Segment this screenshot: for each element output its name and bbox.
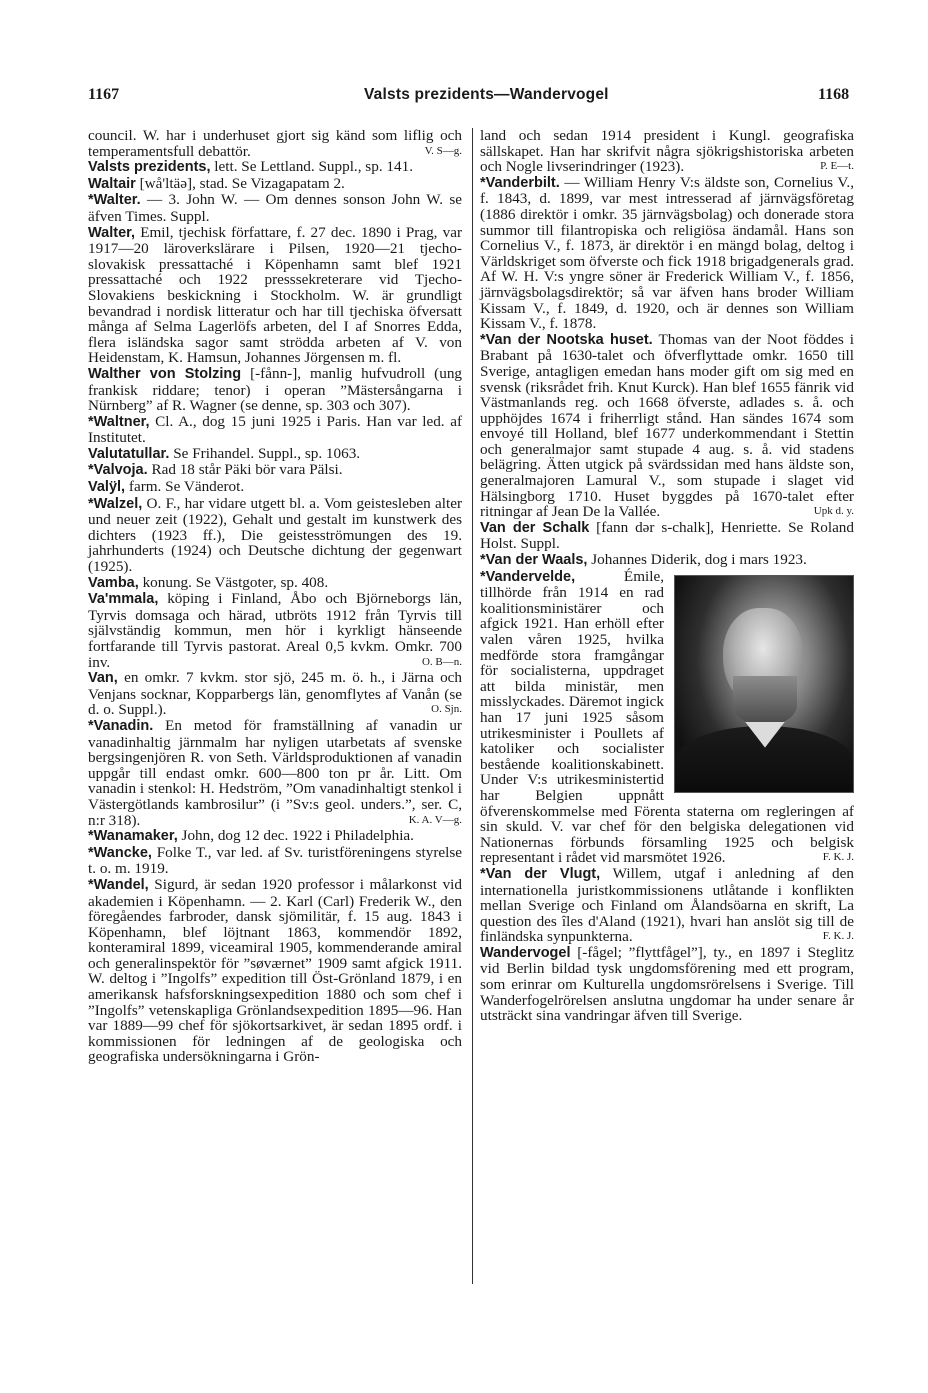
entry-headword: Waltair <box>88 175 136 192</box>
entry-text: En metod för framställning af vanadin ur vanadinhaltig järnmalm har nyligen utarbetats af svenske bergsingenjören R. von Seth. Världsproduktionen af vanadin uppgår till endast omkr. 600—800 ton pr år. Litt. Om vanadin i stenkol: H. Hedström, ”Om vanadinhaltigt stenkol i Västergötlands kambrosilur” (i ”Sv:s geol. unders.”, ser. C, n:r 318). <box>88 716 462 829</box>
entry-text: — 3. John W. — Om dennes sonson John W. se äfven Times. Suppl. <box>88 191 463 225</box>
entry <box>88 366 462 414</box>
entry-headword: *Vandervelde, <box>480 568 576 585</box>
entry <box>88 462 462 479</box>
entry <box>480 520 854 552</box>
entry-headword: *Wanamaker, <box>88 828 178 845</box>
entry <box>88 192 462 224</box>
column-divider <box>472 128 473 1284</box>
entry-signature: Upk d. y. <box>813 505 854 518</box>
entry-text: Emil, tjechisk författare, f. 27 dec. 1890 i Prag, var 1917—20 läroverkslärare i Pilsen, 1920—21 tjecho-slovakisk pressattaché i Köpenhamn samt blef 1921 pressattaché och 1922 presssekreterare vid Tjecho-Slovakiens beskickning i Stockholm. W. är grundligt bevandrad i nordisk litteratur och har till tjechiska öfversatt många af Selma Lagerlöfs arbeten, del I af Snorres Edda, flera isländska sagor samt strödda arbeten af V. von Heidenstam, K. Hamsun, Johannes Jörgensen m. fl. <box>88 223 463 367</box>
entry <box>88 877 462 1065</box>
entry <box>88 828 462 845</box>
entry-headword: *Van der Waals, <box>480 552 588 569</box>
entry-headword: *Wandel, <box>88 876 149 893</box>
entry-headword: Walther von Stolzing <box>88 365 242 382</box>
entry <box>480 175 854 332</box>
page-number-right: 1168 <box>818 86 850 103</box>
running-title: Valsts prezidents—Wandervogel <box>364 86 609 103</box>
entry-text: Sigurd, är sedan 1920 professor i målarkonst vid akademien i Köpenhamn. — 2. Karl (Carl) Frederik W., den föregåendes farbroder, dansk sjömilitär, f. 15 aug. 1843 i Köpenhamn, blef löjtnant 1863, kommendör 1892, konteramiral 1899, viceamiral 1905, kommenderande amiral och generalinspektör för ”søværnet” 1909 samt afgick 1911. W. deltog i ”Ingolfs” expedition till Öst-Grönland 1879, i en amerikansk hafsforskningsexpedition 1880 och som chef i ”Ingolfs” vetenskapliga Grönlandsexpedition 1895—96. Han var 1889—99 chef för sjökortsarkivet, är sedan 1895 ordf. i kommissionen för ledningen af de geologiska och geografiska undersökningarna i Grön- <box>88 875 462 1066</box>
entry <box>480 332 854 520</box>
entry <box>88 128 462 159</box>
entry-headword: *Van der Vlugt, <box>480 865 601 882</box>
entry <box>88 446 462 463</box>
entry <box>88 225 462 366</box>
entry-headword: *Valvoja. <box>88 462 148 479</box>
page-header <box>0 86 928 110</box>
entry-text: Se Frihandel. Suppl., sp. 1063. <box>173 444 361 462</box>
entry-text: [-fågel; ”flyttfågel”], ty., en 1897 i Steglitz vid Berlin bildad tysk ungdomsförening med ett program, som erinrar om Kulturella ungdomsrörelsens i Sverige. Till Wanderfogelrörelsen anslutna ungdomar ha under senare år utsträckt sina vandringar äfven till Sverige. <box>480 943 855 1025</box>
entry <box>480 128 854 175</box>
entry-text: en omkr. 7 kvkm. stor sjö, 245 m. ö. h., i Järna och Venjans socknar, Kopparbergs län, genomflytes af Vanån (se d. o. Suppl.). <box>88 669 462 719</box>
entry <box>88 176 462 193</box>
entry-headword: *Walter. <box>88 192 141 209</box>
entry-headword: Vamba, <box>88 574 139 591</box>
entry-headword: Van, <box>88 670 118 687</box>
entry-signature: P. E—t. <box>820 160 854 173</box>
entry <box>88 159 462 176</box>
entry-headword: Va'mmala, <box>88 591 159 608</box>
right-column <box>480 128 854 1024</box>
entry <box>88 670 462 718</box>
entry <box>480 552 854 569</box>
entry-text: farm. Se Vänderot. <box>128 478 245 496</box>
entry-text: Johannes Diderik, dog i mars 1923. <box>591 551 807 569</box>
entry <box>88 845 462 877</box>
entry-headword: Valÿl, <box>88 479 126 496</box>
entry-text: [fann dər s-chalk], Henriette. Se Roland Holst. Suppl. <box>480 518 854 553</box>
entry-headword: *Vanadin. <box>88 717 154 734</box>
entry-text: lett. Se Lettland. Suppl., sp. 141. <box>214 158 413 176</box>
entry-headword: Valutatullar. <box>88 445 170 462</box>
entry-text: council. W. har i underhuset gjort sig känd som liflig och temperamentsfull debattör. <box>88 127 462 160</box>
entry-headword: *Waltner, <box>88 413 150 430</box>
left-column <box>88 128 462 1065</box>
entry <box>88 591 462 670</box>
portrait-photo <box>674 575 854 793</box>
entry-headword: *Van der Nootska huset. <box>480 331 653 348</box>
entry-signature: O. Sjn. <box>431 703 462 716</box>
entry-text: Rad 18 står Päki bör vara Pälsi. <box>151 461 343 479</box>
entry-text: konung. Se Västgoter, sp. 408. <box>142 573 329 591</box>
entry <box>88 496 462 575</box>
entry-headword: Valsts prezidents, <box>88 159 211 176</box>
entry <box>480 866 854 945</box>
entry-headword: Van der Schalk <box>480 519 590 536</box>
entry <box>480 945 854 1024</box>
entry-signature: O. B—n. <box>421 655 462 668</box>
entry-text: [-fånn-], manlig hufvudroll (ung frankisk riddare; tenor) i operan ”Mästersångarna i Nürnberg” af R. Wagner (se denne, sp. 303 och 307). <box>88 364 463 415</box>
entry-signature: F. K. J. <box>822 851 854 864</box>
entry-headword: Walter, <box>88 224 136 241</box>
entry-headword: *Walzel, <box>88 495 143 512</box>
entry-signature: V. S—g. <box>424 144 462 157</box>
entry <box>88 718 462 828</box>
entry-text: O. F., har vidare utgett bl. a. Vom geistesleben alter und neuer zeit (1922), Gehalt und gestalt im kunstwerk des dichters (1923 ff.), Die geistesströmungen des 19. jahrhunderts (1924) och Deutsche dichtung der gegenwart (1925). <box>88 494 462 576</box>
entry-text: [wå'ltäə], stad. Se Vizagapatam 2. <box>139 174 345 192</box>
entry <box>88 479 462 496</box>
entry-text: Willem, utgaf i anledning af den internationella juristkommissionens utlåtande i konflikten mellan Sverige och Finland om Ålandsöarna en skrift, La question des îles d'Aland (1921), hvari han anslöt sig till de finländska synpunkterna. <box>480 864 854 946</box>
entry-headword: Wandervogel <box>480 944 571 961</box>
entry <box>88 575 462 592</box>
page-number-left: 1167 <box>88 86 120 103</box>
entry-signature: F. K. J. <box>822 930 854 943</box>
entry-text: Émile, tillhörde från 1914 en rad koalitionsministärer och afgick 1921. Han erhöll efter valen våren 1925, hvilka medförde stora framgångar för socialisterna, uppdraget att bilda ministär, men misslyckades. Däremot ingick han 17 juni 1925 såsom utrikesminister i Poullets af katoliker och socialister bestående koalitionskabinett. Under V:s utrikesministertid har Belgien uppnått öfverenskommelse med Förenta staterna om regleringen af sin skuld. V. var chef för den belgiska delegationen vid Nationernas förbunds församling 1925 och belgisk representant i rådet vid marsmötet 1926. <box>480 567 854 867</box>
entry-headword: *Wancke, <box>88 844 152 861</box>
entry <box>88 414 462 446</box>
entry-text: Folke T., var led. af Sv. turistföreningens styrelse t. o. m. 1919. <box>88 843 463 878</box>
entry-text: — William Henry V:s äldste son, Cornelius V., f. 1843, d. 1899, var mest intresserad af järnvägsföretag (1886 direktör i omkr. 35 järnvägsbolag) och donerade stora summor till filantropiska och religiösa ändamål. Hans son Cornelius V., f. 1873, är direktör i en mängd bolag, deltog i Världskriget som öfverste och fick 1918 brigadgenerals grad. Af W. H. V:s yngre söner är Frederick William V., f. 1856, järnvägsbolagsdirektör; så var äfven hans broder William Kissam V., f. 1849, d. 1920, och är dennes son William Kissam V., f. 1878. <box>480 173 855 333</box>
entry-text: köping i Finland, Åbo och Björneborgs län, Tyrvis domsaga och härad, utbröts 1912 från Tyrvis till självständig kommun, men hör i kyrkligt hänseende fortfarande till Tyrvis pastorat. Areal 0,5 kvkm. Omkr. 700 inv. <box>88 590 463 671</box>
entry-signature: K. A. V—g. <box>408 813 462 826</box>
entry-text: land och sedan 1914 president i Kungl. geografiska sällskapet. Han har skrifvit några sjökrigshistoriska arbeten och Nogle livserindringer (1923). <box>480 127 854 176</box>
entry-text: Thomas van der Noot föddes i Brabant på 1630-talet och öfverflyttade omkr. 1650 till Sverige, antagligen emedan hans moder gift om sig med en svensk (riksrådet frih. Knut Kurck). Han blef 1655 fänrik vid Västmanlands reg. och 1668 öfverste, adlades s. å. och upphöjdes 1674 i friherrligt stånd. Han sändes 1674 som envoyé till Holland, blef 1677 underkommendant i Stettin och generalmajor samt stupade 4 aug. s. å. vid stadens belägring. Ätten utgick på svärdssidan med hans äldste son, generalmajoren Lamural V., som stupade i slaget vid Hälsingborg 1710. Huset byggdes på 1670-talet efter ritningar af Jean De la Vallée. <box>480 330 854 521</box>
entry-text: Cl. A., dog 15 juni 1925 i Paris. Han var led. af Institutet. <box>88 412 463 447</box>
entry <box>480 569 854 866</box>
entry-headword: *Vanderbilt. <box>480 174 560 191</box>
entry-text: John, dog 12 dec. 1922 i Philadelphia. <box>181 827 414 845</box>
